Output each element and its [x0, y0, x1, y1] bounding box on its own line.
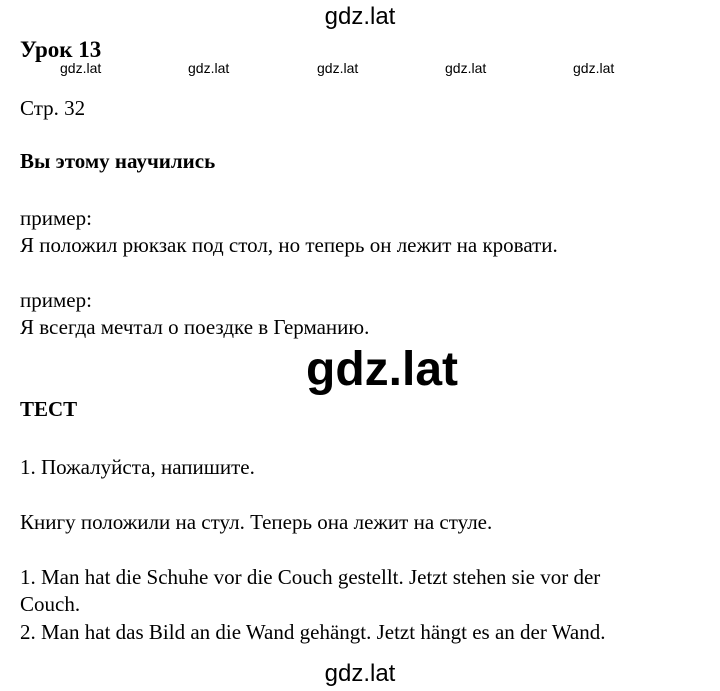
watermark-row-item: gdz.lat: [188, 60, 230, 76]
watermark-row-item: gdz.lat: [317, 60, 359, 76]
watermark-row-item: gdz.lat: [573, 60, 615, 76]
watermark-row-item: gdz.lat: [445, 60, 487, 76]
example-text: Я всегда мечтал о поездке в Германию.: [20, 315, 370, 339]
example-label: пример:: [20, 288, 92, 312]
task-example: Книгу положили на стул. Теперь она лежит на стуле.: [20, 510, 493, 534]
test-heading: ТЕСТ: [20, 397, 78, 421]
task-instruction: 1. Пожалуйста, напишите.: [20, 455, 255, 479]
page-reference: Стр. 32: [20, 96, 86, 120]
watermark-bottom: gdz.lat: [324, 660, 396, 687]
watermark-row-item: gdz.lat: [60, 60, 102, 76]
answer-2: 2. Man hat das Bild an die Wand gehängt. Jetzt hängt es an der Wand.: [20, 620, 606, 644]
lesson-title: Урок 13: [20, 37, 102, 62]
watermark-center: gdz.lat: [306, 343, 458, 396]
example-label: пример:: [20, 206, 92, 230]
answer-1-continuation: Couch.: [20, 592, 81, 616]
answer-1: 1. Man hat die Schuhe vor die Couch gestellt. Jetzt stehen sie vor der: [20, 565, 601, 589]
watermark-top: gdz.lat: [324, 3, 396, 30]
section-heading: Вы этому научились: [20, 149, 216, 173]
example-text: Я положил рюкзак под стол, но теперь он лежит на кровати.: [20, 233, 558, 257]
